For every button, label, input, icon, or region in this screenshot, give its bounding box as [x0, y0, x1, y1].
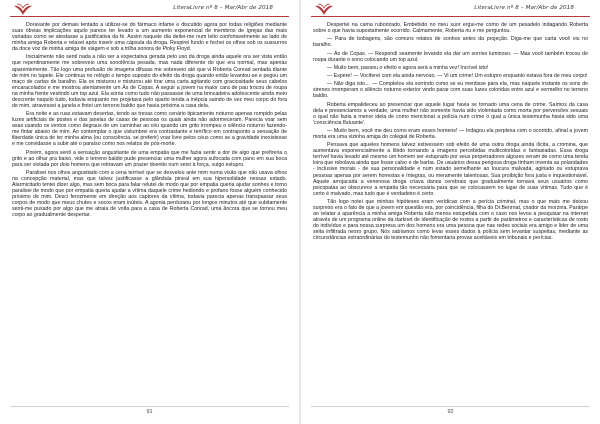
right-body-text [313, 22, 588, 243]
left-footer [10, 406, 289, 416]
left-page [0, 0, 299, 424]
left-header [10, 2, 289, 20]
paragraph: Porém, agora sentí a sensação angustiante de uma empatia que me fazia sentir a dor de algo que prefireria o grito e ao olhar pra baixo, vide o terreno baldio pude presenciar uma mulher agora sufocada com pano em sua boca para ser violada por dois homens que retiravam um prazer doentio num sexo à força, vulgo estupro. [12, 149, 287, 168]
paragraph: — Para de bobagens, são comuns relatos de sonhos antes da projeção. Diga-me que carta você viu no baralho. [313, 36, 588, 49]
footer-rule [10, 406, 289, 407]
paragraph: Doravante por demais tentado a utilizar-se do fármaco infame e discutido agora por todas religiões mediante suas óbvias implicações aquilo parece ter levado a um aumento exponencial de membros de igrejas das mais variadas como se atestasse a justificativa da fé. Assim naquele dia deitei-me num leito confortavelmente ao lado de minha amiga Roberta e relaxei após inserir uma cápsula da droga. Respirei fundo e fechei os olhos sob os sussurros da doce voz de minha amiga de viagem e sob a trilha sonora de Pinky Floyd. [12, 22, 287, 53]
page-number: 91 [146, 409, 153, 415]
header-title: LiteraLivre nº 8 – Mar/Abr de 2018 [173, 5, 273, 11]
right-header [311, 2, 590, 20]
header-rule [10, 16, 289, 17]
paragraph: — Não diga isto… — Completou ela sorrindo como se eu mentisse para ela, mas naquele instante os sons de sirenes irromperam o silêncio noturno exterior vindo parar com suas luzes coloridas entre azul e vermelho no terreno baldio. [313, 81, 588, 100]
right-page [301, 0, 600, 424]
paragraph: — Espere! — Vociferei com ela ainda nervoso. — Vi um crime! Um estupro enquanto estava fora de meu corpo! [327, 73, 588, 80]
paragraph: Despertei na cama ruborizado. Embebido no meu suor ergui-me como de um pesadelo indagando Roberta sobre o que havia supostamente ocorrido. Calmamente, Roberta riu e me perguntou. [313, 22, 588, 35]
paragraph: Inicialmente não sentí nada a não ser a expectativa gerada pelo uso da droga ainda aquele ora ser vista então que repentinamente me sobreveio uma sonolência pesada, mas nada diferente do que era normal, mas apenas aparentemente. Tão logo uma profusão de imagens difusas me sobreveio até que vi Roberta Conrad sentada diante de mim no tapete. Ele continua no relógio o tempo suposto do efeito da droga quando então levantou-se e pegou um maço de cartas de baralho. Ela os misturou e misturou até tirar uma carta agitando com graciosidade seus cabelos encaracolados e me mostrou atentamente um Ás de Copas. A seguir a jovem na maior cara de pau trocou de roupa na minha frente vestindo um top azul. Ela sorria como tudo não passasse de uma brincadeira adolescente ainda meio descrente naquilo tudo, todavia enquanto me projetava pelo quarto tenda a inépcia saindo de vez meu corpo do fora de mim, atravessei a janela e fintei um terreno baldio que havia próxima a casa dela. [12, 54, 287, 109]
right-footer [311, 406, 590, 416]
paragraph: — Muito bem, passou o efeito e agora será a minha vez! Incrível isto! [327, 64, 489, 71]
page-number: 92 [447, 409, 454, 415]
paragraph: Era noite e as ruas estavam desertas, tendo as trevas como cenário tipicamente noturno apenas rompido pelas luzes artificiais de postes e das janelas de casas de pessoas os quais ainda não adormeceram. Parecia voar sem asas usando os ventos como degraus de um caminhar ao céu quando um grito irrompeu o silêncio noturno fazendo-me fintar abaixo de mim. Ao contemplar o que vislumbrei era contrastante e terrífico em contraponto a sensação de liberdade única de ter minha alma (ou consciência, se preferir) voar livre pelos céus como se a gravidade inexistesse e me convidasse a subir até o paraíso como nos relatos de pós-morte. [12, 111, 287, 148]
header-rule [311, 16, 590, 17]
footer-rule [311, 406, 590, 407]
paragraph: — Muito bem, você me deu como eram esses homens! — Indagou ela perplexa com o ocorrido, afinal a jovem morta era uma vizinha amiga do colegial de Roberta. [313, 128, 588, 141]
left-body-text [12, 22, 287, 220]
paragraph: Tão logo notei que minhas hipóteses eram verídicas com a perícia criminal, mas o que mais me deixou surpreso era o fato de que a jovem em questão era, por coincidência, filha do Dr.Benrnat, criador da morzina. Parárpe ao relatar a aparência a minha amiga Roberta não menos estupefata com o caso nos levou a pesquisar na internet através de um programa online da darknet de identificação de rostos a partir de parâmetros e características de rosto do indivíduo e para nossa surpresa um dos homens era uma pessoa que nas redes sociais era amigo e lider de uma seita infiltrada nesro grupo. Nós sabíamos como levar esses dados à polícia sem levantar suspeitas, mediante as circunstâncias extraordinárias do testemunho não fomentaria provas aceitáveis em tribunais e perícias. [313, 198, 588, 242]
header-title: LiteraLivre nº 8 – Mar/Abr de 2018 [474, 5, 574, 11]
paragraph: Paralisei nos olhos angustiado com a cena terrível que se desvelou ante mim numa visão que não usava olhos na concepção material, mas que talvez justificasse a glândula pineal em sua hipersolidade nessas estado. Alarmicitado tentei dizer algo, mas sem boca para falar relutei de modo que por empatia queria ajudar sonhes e torno paralisei de modo que por empatia queria ajudar a vítima daquele crime hediondo e profano fosse alguém conhecido próximo de mim. Desci ferozmente em direção aos captores da vítima, todavia parecia apenas transpassar seus corpos de modo que meus chutes e socos eram inúteis. A agonia perduraou por longos minutos até que subitamente senti-me puxado por algo que me atraia de volta para a casa de Roberta Conrad, uma âncora que se tornou meu corpo ao gradualmente despertar. [12, 169, 287, 219]
paragraph: Roberta empalideceu ao presenciar que aquele lugar havia se tornado uma cena de crime. Saímos da casa dela e presenciamos a verdade, uma mulher não somente havia sido violentada como morta por perversões sexuais o qual não fazia a menor ideia de como mencionar a polícia num crime o qual a única testemunha havia sido uma 'consciência flutuante'. [313, 101, 588, 126]
paragraph: Pensava que aqueles homens talvez estivessem sob efeito de uma outra droga ainda ilícita, a cromina, que aumentava exponencialmente a libido tornando a imagens percebidas multicoloridas e fantasiadas. Essa droga terrível havia levado até mesmo um homem ser estuprado por seus perpetradores algozes veram de como uma tenda loira que rebolava ainda que fosse calvo e de barba. Os usuários dessa perigosa droga tinham inventa as polaridades - inclusive morais - de sua personalidade e num estado semelhante ao loucura malvada, agiriado ou estuprava pessoas apenas por serem honestas e íntegras, ou meramente talentosas. Sua proibição fora justa e inquestionável. Aquele arrojacada a venenosa droga criava danos cerebrais que gradualmente tornava seus usuários como psicopatas ao obscurece a empatia tão necessária para que se colocassem no lugar de suas vítimas. Tudo que é certo é malvado, mas tudo que é verdadeiro é certo. [313, 142, 588, 197]
paragraph: — Ás de Copas. — Respondi seamente levando ela dar um sorriso luminoso. — Mas você também trocou de roupa durante o sono colocando um top azul. [313, 50, 588, 63]
